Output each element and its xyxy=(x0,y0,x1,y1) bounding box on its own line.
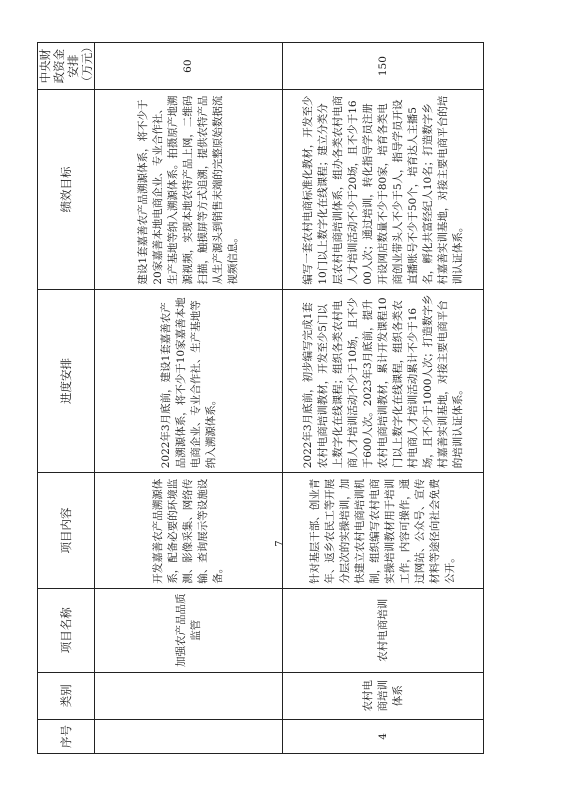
cell-name: 农村电商培训 xyxy=(283,588,484,672)
cell-category xyxy=(95,672,283,719)
cell-funds: 60 xyxy=(95,43,283,90)
cell-target: 编写一套农村电商标准化教材，开发至少10门以上数字化在线课程；建立分类分层农村电商培训体系，组办各类农村电商人才培训活动不少于20场，且不少于1600人次；通过培训，转化指导学员注册开设网店数量不少于80家，培育各类电商创业带头人不少于5人，指导学员开设直播账号不少于50个，培育达人主播5名，孵化共富经纪人10名；打造数字乡村嘉善实训基地，对接主要电商平台的培训认证体系。 xyxy=(283,90,484,289)
table-row xyxy=(283,43,484,754)
header-category: 类别 xyxy=(38,672,95,719)
cell-no xyxy=(95,719,283,753)
header-no: 序号 xyxy=(38,719,95,753)
cell-category: 农村电商培训体系 xyxy=(283,672,484,719)
header-name: 项目名称 xyxy=(38,588,95,672)
project-table xyxy=(37,42,484,754)
header-schedule: 进度安排 xyxy=(38,289,95,473)
header-content: 项目内容 xyxy=(38,473,95,588)
cell-name: 加强农产品品质监管 xyxy=(95,588,283,672)
cell-funds: 150 xyxy=(283,43,484,90)
cell-content: 针对基层干部、创业青年、返乡农民工等开展分层次的实操培训，加快建立农村电商培训机制，组织编写农村电商实操培训教材用于培训工作，内容可操作，通过网站、公众号、宣传材料等途径向社会免费公开。 xyxy=(283,473,484,588)
header-target: 绩效目标 xyxy=(38,90,95,289)
table-header-row xyxy=(38,43,95,754)
header-funds: 中央财政资金安排（万元） xyxy=(38,43,95,90)
page-number: 7 xyxy=(274,540,286,547)
cell-schedule: 2022年3月底前，初步编写完成1套农村电商培训教材，开发至少5门以上数字化在线课程；组织各类农村电商人才培训活动不少于10场，且不少于600人次。2023年3月底前，提升农村电商培训教材，累计开发课程10门以上数字化在线课程，组织各类农村电商人才培训活动累计不少于16场，且不少于1000人次；打造数字乡村嘉善实训基地，对接主要电商平台的培训认证体系。 xyxy=(283,289,484,473)
cell-content: 开发嘉善农产品溯源体系，配备必要的环境监测、影像采集、网络传输、查询展示等设施设备。 xyxy=(95,473,283,588)
rotated-table-container xyxy=(37,42,484,754)
cell-no: 4 xyxy=(283,719,484,753)
table-row xyxy=(95,43,283,754)
cell-target: 建设1套嘉善农产品溯源体系，将不少于20家嘉善本地电商企业、专业合作社、生产基地等纳入溯源体系。拍摄原产地溯源视频，实现本地农特产品上网，二维码扫描，触摸屏等方式追溯，提供农特产品从生产源头到销售末端的完整原始数据流视频信息。 xyxy=(95,90,283,289)
cell-schedule: 2022年3月底前，建设1套嘉善农产品溯源体系，将不少于10家嘉善本地电商企业、专业合作社、生产基地等纳入溯源体系。 xyxy=(95,289,283,473)
